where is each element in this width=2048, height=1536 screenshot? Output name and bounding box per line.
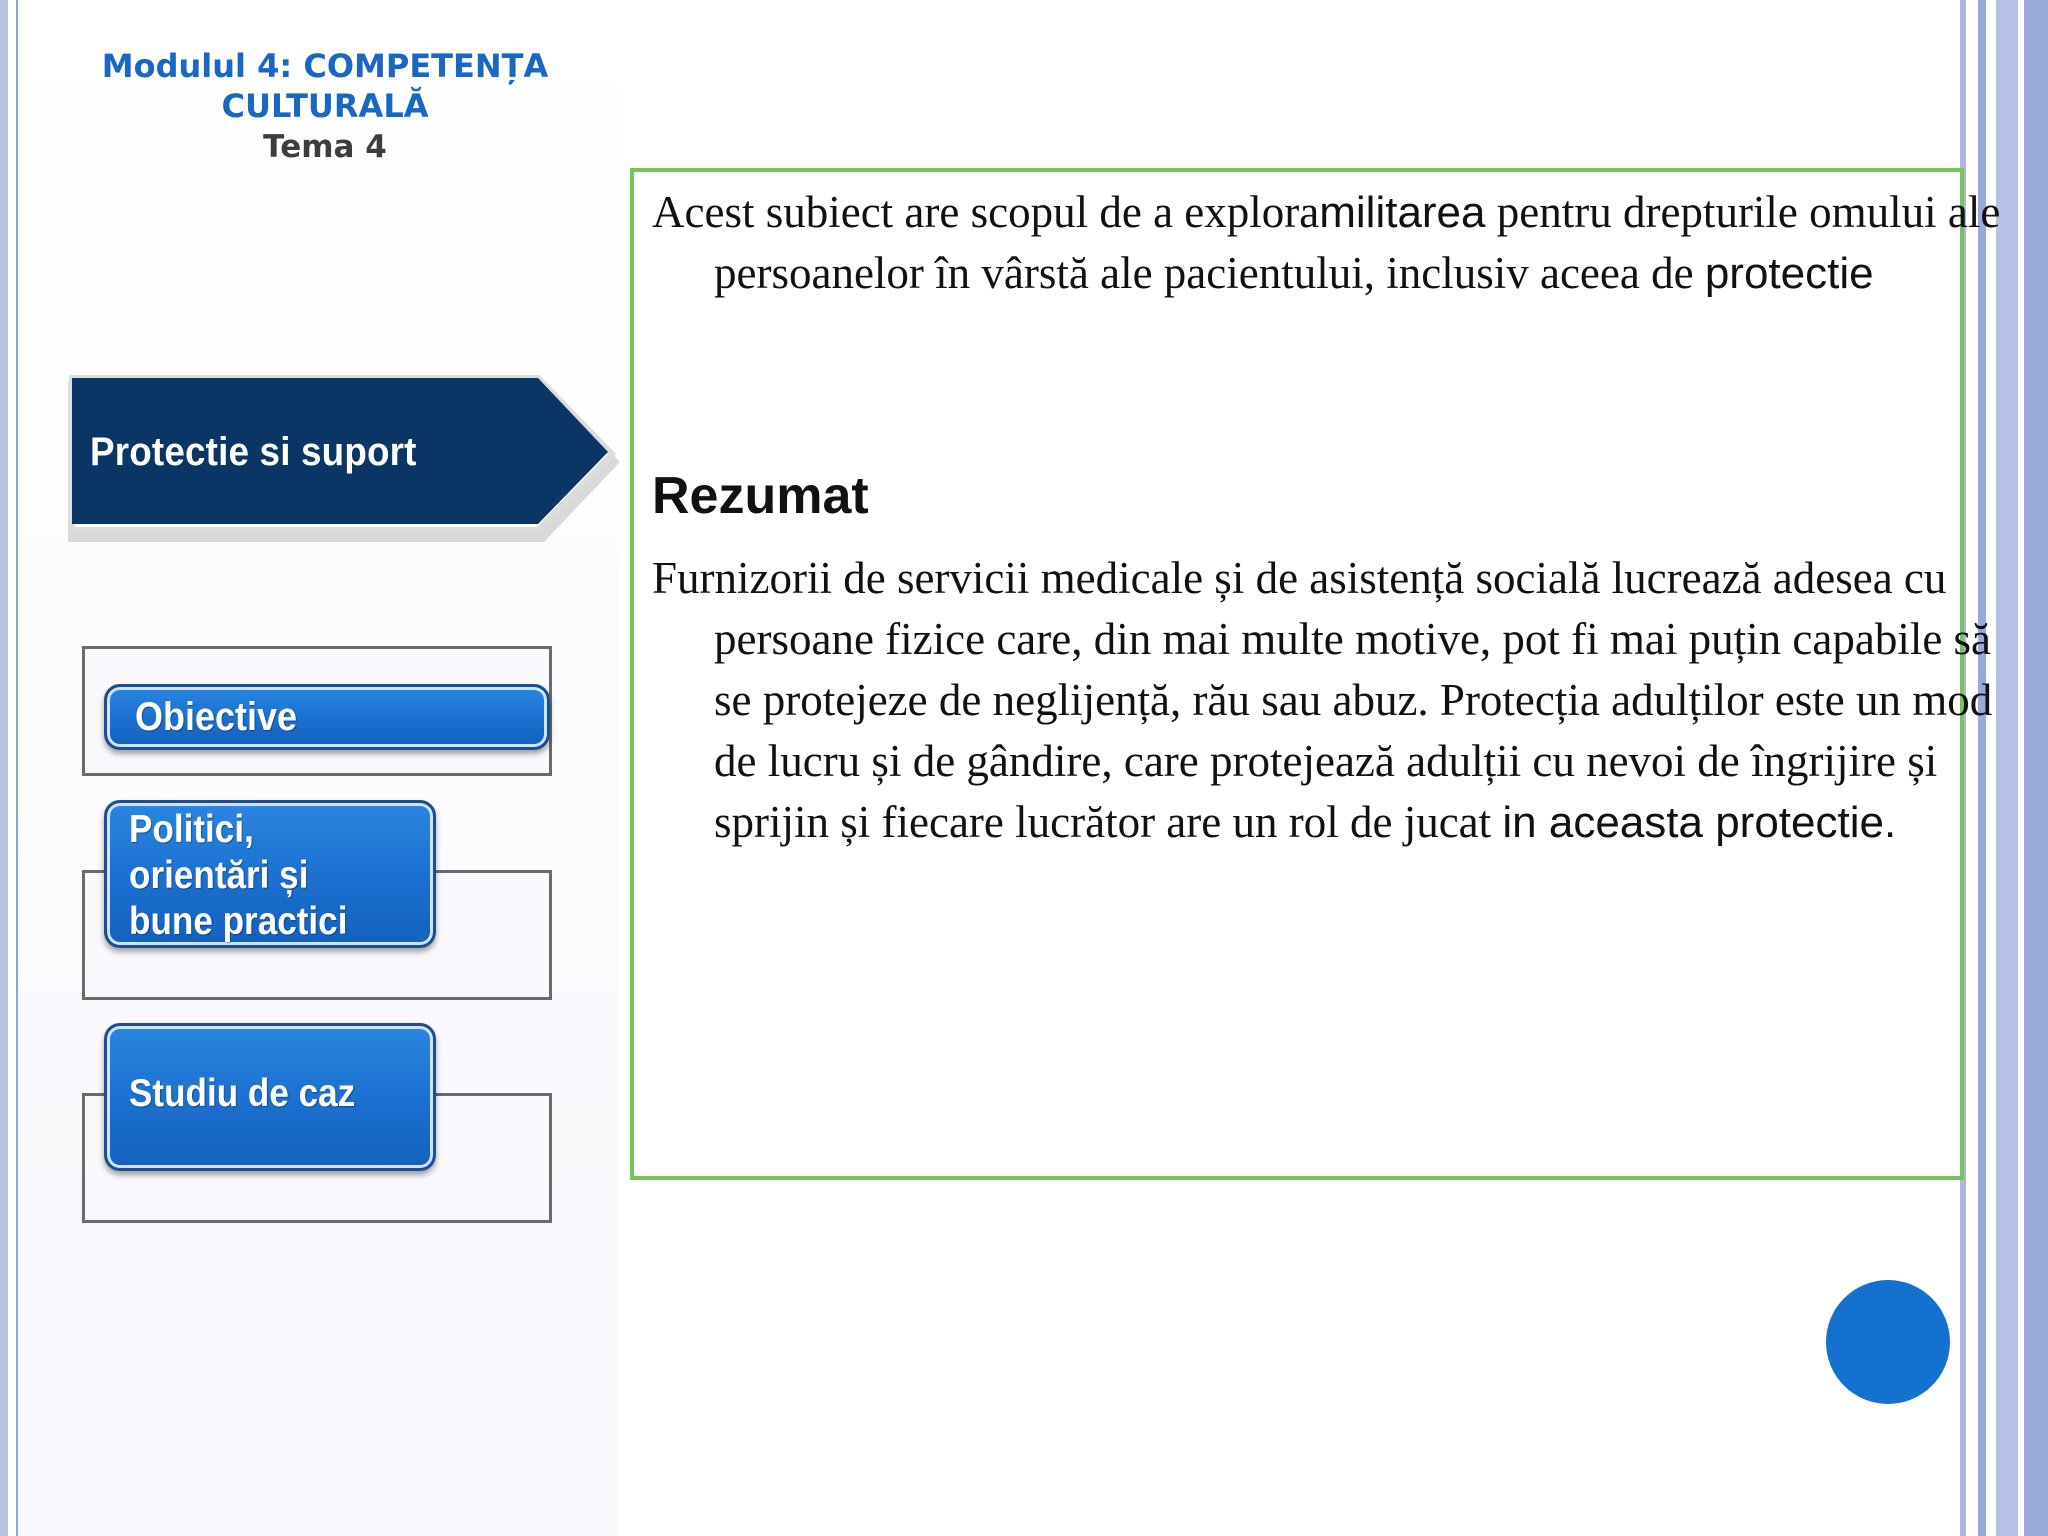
objectives-button[interactable] <box>104 684 550 750</box>
objectives-button-label: Obiective <box>135 695 298 739</box>
topic-label: Tema 4 <box>263 129 387 165</box>
intro-highlight: militarea <box>1319 188 1486 237</box>
intro-text-cont: pentru drepturile omului ale persoanelor în vârstă ale pacientului, inclusiv aceea de <box>714 187 2001 298</box>
intro-paragraph <box>652 182 2004 304</box>
next-circle-button[interactable] <box>1826 1280 1950 1404</box>
right-border-stripe <box>2024 0 2048 1536</box>
policies-button-label: Politici, orientări și bune practici <box>129 808 348 943</box>
summary-heading: Rezumat <box>652 467 869 525</box>
intro-text: Acest subiect are scopul de a explora <box>652 187 1320 237</box>
section-title: Protectie si suport <box>90 430 417 474</box>
case-study-button[interactable] <box>104 1023 436 1171</box>
policies-button[interactable] <box>104 800 436 948</box>
summary-highlight: in aceasta protectie. <box>1502 798 1897 847</box>
module-title: Modulul 4: COMPETENȚA CULTURALĂ <box>101 47 549 125</box>
summary-text: Furnizorii de servicii medicale și de asistență socială lucrează adesea cu persoane fizice care, din mai multe motive, pot fi mai puțin capabile să se protejeze de neglijență, rău sau abuz. Protecția adulților este un mod de lucru și de gândire, care protejează adulții cu nevoi de îngrijire și sprijin și fiecare lucrător are un rol de jucat <box>652 553 1993 847</box>
summary-paragraph <box>652 548 2004 853</box>
slide-left-border <box>0 0 18 1536</box>
case-study-button-label: Studiu de caz <box>129 1072 356 1115</box>
intro-highlight-end: protectie <box>1704 249 1874 298</box>
